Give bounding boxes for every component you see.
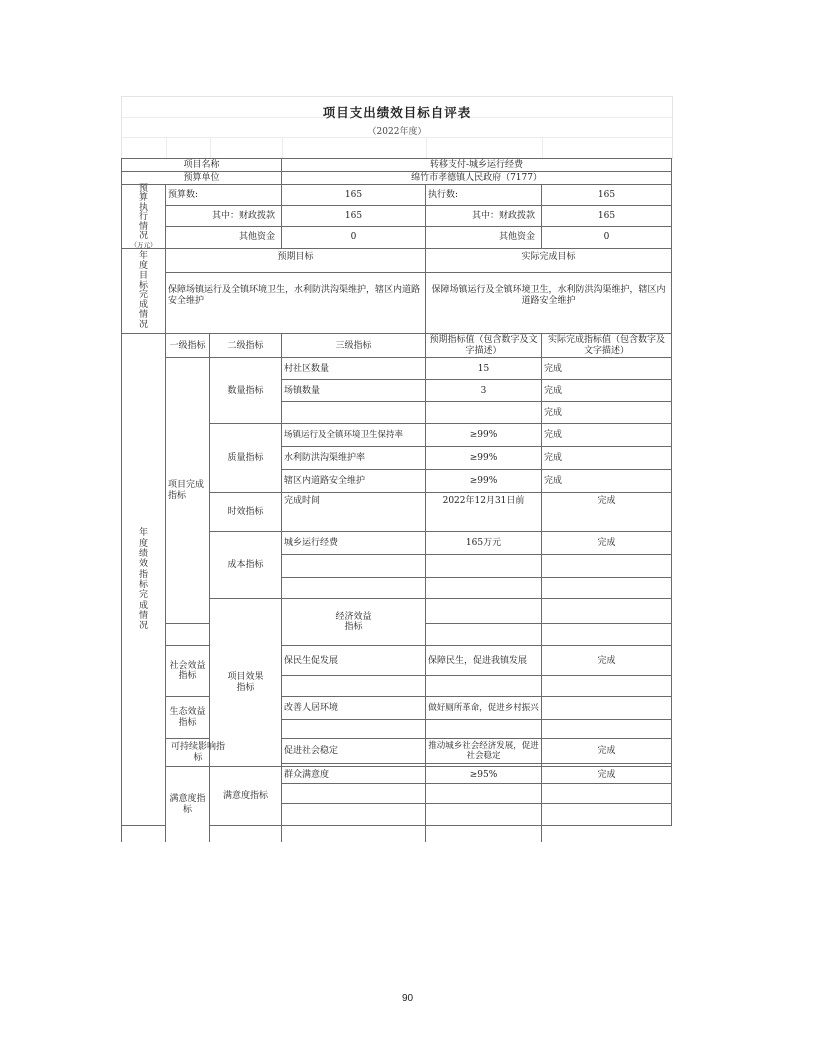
indicator-actual: 完成 — [542, 767, 672, 784]
goals-text-row — [122, 273, 672, 334]
expected-goal-text: 保障场镇运行及全镇环境卫生，水利防洪沟渠维护，辖区内道路安全维护 — [166, 273, 426, 334]
indicator-name — [210, 826, 282, 842]
goals-header-row — [122, 249, 672, 273]
other-funds-row — [122, 227, 672, 249]
indicator-expected: 165万元 — [426, 532, 542, 555]
indicator-actual: 完成 — [542, 493, 672, 532]
other-label: 其他资金 — [166, 227, 282, 249]
indicator-expected — [426, 720, 542, 739]
indicator-actual: 完成 — [542, 380, 672, 402]
indicator-expected — [426, 402, 542, 424]
indicator-name: 场镇数量 — [282, 380, 426, 402]
level1-header: 一级指标 — [166, 334, 210, 358]
output-group-text: 项目完成指标 — [168, 480, 205, 501]
indicator-name — [426, 599, 542, 624]
indicator-expected — [426, 624, 542, 646]
satisfaction-label: 满意度指标 — [210, 767, 282, 826]
economic-label — [282, 599, 426, 646]
indicator-actual — [542, 676, 672, 697]
indicator-level2 — [122, 826, 166, 842]
unit-row — [122, 172, 672, 185]
actual-goal-text: 保障场镇运行及全镇环境卫生，水利防洪沟渠维护，辖区内道路安全维护 — [426, 273, 672, 334]
indicator-actual: 完成 — [542, 646, 672, 676]
indicator-name: 城乡运行经费 — [282, 532, 426, 555]
timeliness-label: 时效指标 — [210, 493, 282, 532]
table-row — [122, 739, 672, 764]
sustainable-label — [166, 739, 225, 767]
actual-value-header: 实际完成指标值（包含数字及文字描述） — [542, 334, 672, 358]
indicator-actual: 完成 — [542, 424, 672, 447]
indicator-actual — [542, 578, 672, 599]
indicator-expected: 2022年12月31日前 — [426, 493, 542, 532]
indicator-expected: ≥99% — [426, 447, 542, 470]
indicator-expected — [426, 804, 542, 826]
indicator-name — [282, 676, 426, 697]
fiscal-label: 其中：财政拨款 — [166, 206, 282, 227]
exec-value: 165 — [542, 185, 672, 206]
economic-text: 经济效益指标 — [335, 611, 372, 633]
project-name-row — [122, 159, 672, 172]
indicator-actual — [542, 624, 672, 646]
expected-goal-header: 预期目标 — [166, 249, 426, 273]
other-budget: 0 — [282, 227, 426, 249]
indicator-name: 场镇运行及全镇环境卫生保持率 — [282, 424, 426, 447]
indicators-section-title: 年度绩效指标完成情况 — [138, 528, 148, 632]
social-label — [166, 646, 210, 697]
fiscal-budget: 165 — [282, 206, 426, 227]
indicator-name — [282, 578, 426, 599]
page-title: 项目支出绩效目标自评表 — [322, 105, 472, 120]
other-exec-label: 其他资金 — [426, 227, 542, 249]
indicator-header-row — [122, 334, 672, 358]
actual-goal-header: 实际完成目标 — [426, 249, 672, 273]
table-row — [122, 697, 672, 720]
indicator-name: 村社区数量 — [282, 358, 426, 380]
indicator-expected: ≥99% — [426, 424, 542, 447]
indicator-name: 水利防洪沟渠维护率 — [282, 447, 426, 470]
table-row — [122, 646, 672, 676]
indicator-expected: ≥99% — [426, 470, 542, 493]
indicator-expected — [426, 676, 542, 697]
indicator-actual — [542, 784, 672, 804]
indicator-name — [282, 555, 426, 578]
table-header-area — [121, 96, 673, 159]
quantity-label: 数量指标 — [210, 358, 282, 424]
indicator-actual: 完成 — [542, 358, 672, 380]
unit-value: 绵竹市孝德镇人民政府（7177） — [282, 172, 672, 185]
indicator-expected — [426, 784, 542, 804]
indicator-expected: 3 — [426, 380, 542, 402]
effect-group-text: 项目效果指标 — [227, 672, 264, 693]
indicator-name — [282, 402, 426, 424]
indicator-actual — [542, 720, 672, 739]
satisfaction-group-text: 满意度指标 — [169, 793, 206, 815]
budget-section-title: 预算执行情况 — [138, 184, 148, 242]
satisfaction-group-label — [166, 767, 210, 842]
table-row — [122, 767, 672, 784]
budget-row — [122, 185, 672, 206]
ecological-label — [166, 697, 210, 739]
indicator-name: 完成时间 — [282, 493, 426, 532]
budget-section-label — [122, 185, 166, 249]
performance-table — [121, 158, 672, 842]
fiscal-exec: 165 — [542, 206, 672, 227]
expected-value-header: 预期指标值（包含数字及文字描述） — [426, 334, 542, 358]
indicator-actual — [542, 804, 672, 826]
output-group-label — [166, 358, 210, 624]
indicator-expected: 做好厕所革命，促进乡村振兴 — [426, 697, 542, 720]
indicator-name — [282, 784, 426, 804]
fiscal-exec-label: 其中：财政拨款 — [426, 206, 542, 227]
indicator-actual: 完成 — [542, 739, 672, 764]
indicator-expected: 保障民生，促进我镇发展 — [426, 646, 542, 676]
budget-label: 预算数: — [166, 185, 282, 206]
indicator-name: 改善人居环境 — [282, 697, 426, 720]
indicator-actual — [426, 826, 542, 842]
project-name-label: 项目名称 — [122, 159, 282, 172]
social-text: 社会效益指标 — [169, 660, 206, 682]
exec-label: 执行数: — [426, 185, 542, 206]
quality-label: 质量指标 — [210, 424, 282, 493]
project-name-value: 转移支付-城乡运行经费 — [282, 159, 672, 172]
indicator-name: 促进社会稳定 — [282, 739, 426, 764]
indicator-expected: ≥95% — [426, 767, 542, 784]
indicator-actual — [542, 697, 672, 720]
indicators-section-label — [122, 334, 166, 826]
other-exec: 0 — [542, 227, 672, 249]
indicator-actual — [542, 555, 672, 578]
indicator-expected: 15 — [426, 358, 542, 380]
ecological-text: 生态效益指标 — [169, 707, 206, 728]
cost-label: 成本指标 — [210, 532, 282, 599]
unit-label: 预算单位 — [122, 172, 282, 185]
budget-value: 165 — [282, 185, 426, 206]
indicator-actual: 完成 — [542, 470, 672, 493]
budget-unit-note: （万元） — [130, 240, 157, 249]
indicator-expected: 推动城乡社会经济发展，促进社会稳定 — [426, 739, 542, 764]
indicator-name — [282, 804, 426, 826]
sustainable-text: 可持续影响指标 — [170, 742, 225, 763]
indicator-expected — [282, 826, 426, 842]
year-note: （2022年度） — [367, 127, 427, 137]
table-row — [122, 358, 672, 380]
indicator-name: 群众满意度 — [282, 767, 426, 784]
level3-header: 三级指标 — [282, 334, 426, 358]
indicator-expected — [426, 555, 542, 578]
fiscal-row — [122, 206, 672, 227]
indicator-name — [282, 720, 426, 739]
level2-header: 二级指标 — [210, 334, 282, 358]
indicator-expected — [426, 578, 542, 599]
indicator-name — [166, 624, 210, 646]
goals-section-label — [122, 249, 166, 334]
goals-section-title: 年度目标完成情况 — [138, 250, 148, 331]
indicator-actual: 完成 — [542, 532, 672, 555]
indicator-name: 辖区内道路安全维护 — [282, 470, 426, 493]
indicator-actual: 完成 — [542, 402, 672, 424]
page-number: 90 — [401, 993, 414, 1004]
indicator-name: 保民生促发展 — [282, 646, 426, 676]
indicator-expected — [542, 599, 672, 624]
indicator-actual: 完成 — [542, 447, 672, 470]
